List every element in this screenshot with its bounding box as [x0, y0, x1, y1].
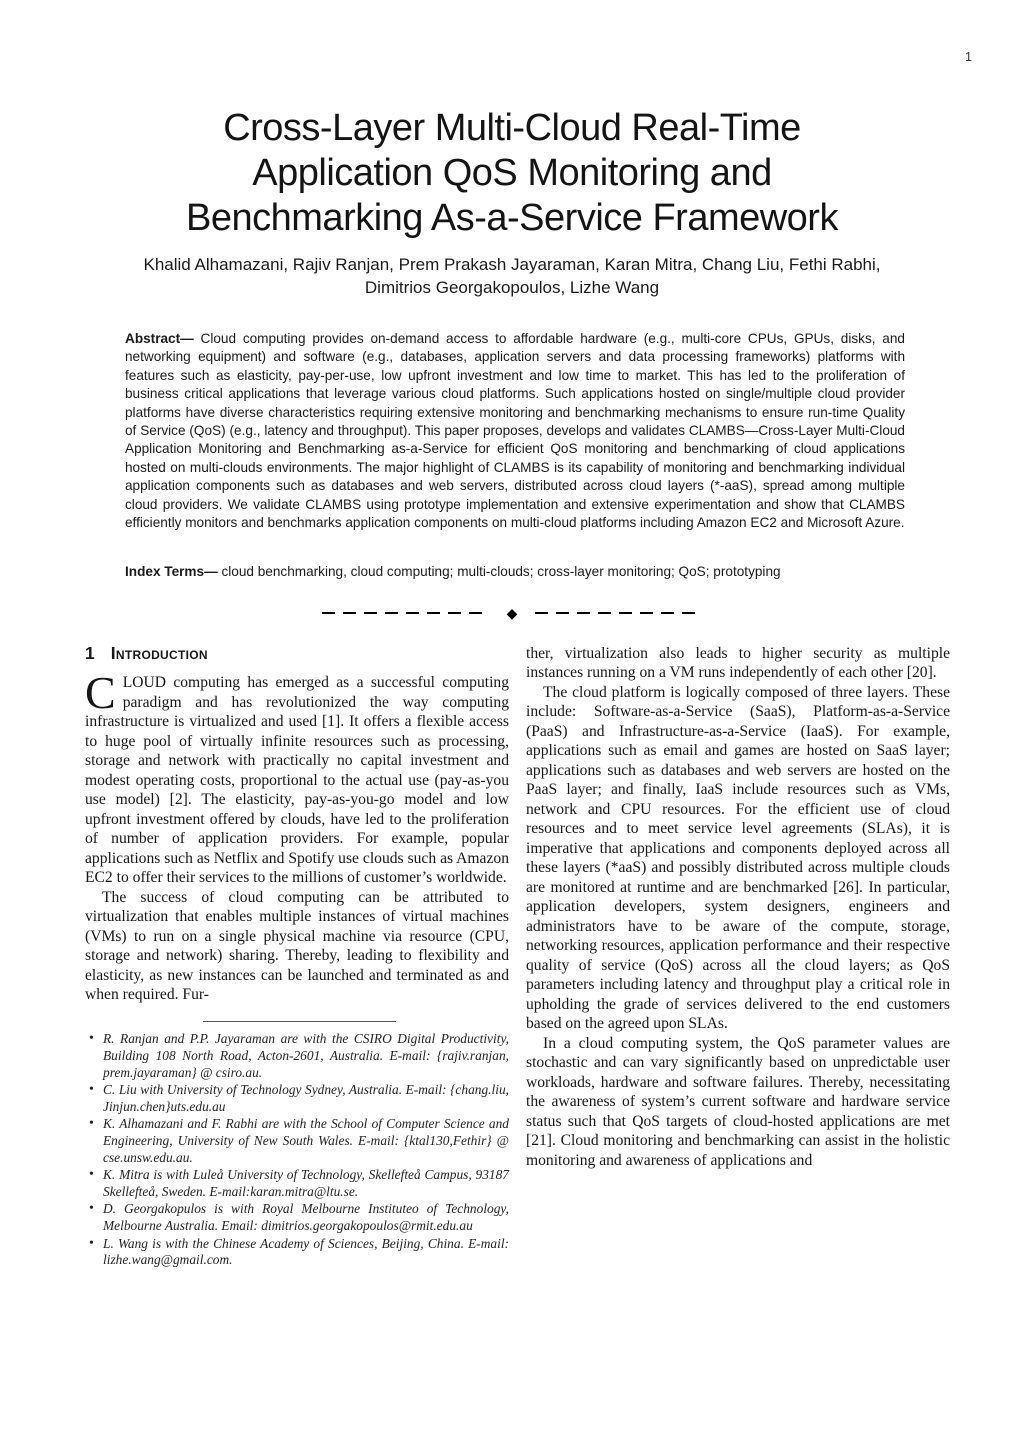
- index-terms: [125, 563, 905, 581]
- footnote-item: • D. Georgakopulos is with Royal Melbourne Instituteo of Technology, Melbourne Australia. Email: dimitrios.georgakopoulos@rmit.edu.au: [103, 1201, 509, 1234]
- footnote-item: • K. Alhamazani and F. Rabhi are with the School of Computer Science and Engineering, University of New South Wales. E-mail: {ktal130,Fethir} @ cse.unsw.edu.au.: [103, 1116, 509, 1166]
- paragraph-continuation: ther, virtualization also leads to higher security as multiple instances running on a VM runs independently of each other [20].: [526, 644, 950, 682]
- index-terms-label: Index Terms—: [125, 564, 218, 580]
- author-line-1: Khalid Alhamazani, Rajiv Ranjan, Prem Prakash Jayaraman, Karan Mitra, Chang Liu, Fethi Rabhi,: [143, 255, 881, 274]
- column-right: [526, 644, 950, 1270]
- paragraph-intro-1-text: LOUD computing has emerged as a successful computing paradigm and has revolutionized the way computing infrastructure is virtualized and used [1]. It offers a flexible access to huge pool of virtually infinite resources such as processing, storage and network with practically no capital investment and modest operating costs, proportional to the actual use (pay-as-you use model) [2]. The elasticity, pay-as-you-go model and low upfront investment offered by clouds, have led to the proliferation of number of application providers. For example, popular applications such as Netflix and Spotify use clouds such as Amazon EC2 to offer their services to the millions of customer’s worldwide.: [85, 674, 509, 887]
- footnote-rule: [203, 1021, 396, 1023]
- footnote-item: • R. Ranjan and P.P. Jayaraman are with the CSIRO Digital Productivity, Building 108 North Road, Acton-2601, Australia. E-mail: {rajiv.ranjan, prem.jayaraman} @ csiro.au.: [103, 1031, 509, 1081]
- section-number: 1: [85, 642, 95, 663]
- author-list: [0, 253, 1024, 299]
- diamond-icon: ◆: [506, 604, 518, 621]
- abstract: [125, 330, 905, 532]
- index-terms-text: cloud benchmarking, cloud computing; multi-clouds; cross-layer monitoring; QoS; prototyping: [217, 564, 781, 580]
- title-line-3: Benchmarking As-a-Service Framework: [186, 197, 838, 239]
- footnotes: [85, 1031, 509, 1268]
- footnote-item: • K. Mitra is with Luleå University of Technology, Skellefteå Campus, 93187 Skellefteå, Sweden. E-mail:karan.mitra@ltu.se.: [103, 1167, 509, 1200]
- paragraph-cloud-platform: The cloud platform is logically composed of three layers. These include: Software-as-a-Service (SaaS), Platform-as-a-Service (PaaS) and Infrastructure-as-a-Service (IaaS). For example, applications such as email and games are hosted on SaaS layer; applications such as databases and web servers are hosted on the PaaS layer; and finally, IaaS include resources such as VMs, network and CPU resources. For the efficient use of cloud resources and to meet service level agreements (SLAs), it is imperative that applications and components deployed across all these layers (*aaS) and possibly distributed across multiple clouds are monitored at runtime and are benchmarked [26]. In particular, application developers, system designers, engineers and administrators have to be aware of the compute, storage, networking resources, application performance and their respective quality of service (QoS) across all the cloud layers; as QoS parameters including latency and throughput play a critical role in upholding the grade of services delivered to the end customers based on the agreed upon SLAs.: [526, 683, 950, 1033]
- author-line-2: Dimitrios Georgakopoulos, Lizhe Wang: [364, 278, 660, 297]
- section-title: Introduction: [110, 642, 208, 663]
- footnote-item: • L. Wang is with the Chinese Academy of Sciences, Beijing, China. E-mail: lizhe.wang@gmail.com.: [103, 1236, 509, 1269]
- page-number: 1: [965, 50, 972, 64]
- section-divider: [322, 606, 702, 620]
- column-left: [85, 644, 509, 1270]
- paragraph-intro-1: [85, 667, 509, 888]
- paper-title: [70, 106, 954, 241]
- paragraph-qos-parameters: In a cloud computing system, the QoS parameter values are stochastic and can vary significantly based on unpredictable user workloads, hardware and software failures. Thereby, necessitating the awareness of system’s current software and hardware service status such that QoS targets of cloud-hosted applications are met [21]. Cloud monitoring and benchmarking can assist in the holistic monitoring and awareness of applications and: [526, 1034, 950, 1169]
- title-line-2: Application QoS Monitoring and: [252, 152, 772, 194]
- paragraph-intro-2: The success of cloud computing can be attributed to virtualization that enables multiple instances of virtual machines (VMs) to run on a single physical machine via resource (CPU, storage and network) sharing. Thereby, leading to flexibility and elasticity, as new instances can be launched and terminated as and when required. Fur-: [85, 888, 509, 1004]
- abstract-label: Abstract—: [125, 331, 194, 346]
- body-columns: [85, 644, 950, 1270]
- divider-dash-right: [535, 612, 702, 614]
- divider-dash-left: [322, 612, 489, 614]
- section-heading: [85, 644, 509, 664]
- title-line-1: Cross-Layer Multi-Cloud Real-Time: [223, 107, 801, 149]
- drop-cap: C: [85, 667, 116, 719]
- footnote-item: • C. Liu with University of Technology Sydney, Australia. E-mail: {chang.liu, Jinjun.chen}uts.edu.au: [103, 1082, 509, 1115]
- abstract-text: Cloud computing provides on-demand access to affordable hardware (e.g., multi-core CPUs, GPUs, disks, and networking equipment) and software (e.g., databases, application servers and data processing frameworks) platforms with features such as elasticity, pay-per-use, low upfront investment and low time to market. This has led to the proliferation of business critical applications that leverage various cloud platforms. Such applications hosted on single/multiple cloud provider platforms have diverse characteristics requiring extensive monitoring and benchmarking mechanisms to ensure run-time Quality of Service (QoS) (e.g., latency and throughput). This paper proposes, develops and validates CLAMBS—Cross-Layer Multi-Cloud Application Monitoring and Benchmarking as-a-Service for efficient QoS monitoring and benchmarking of cloud applications hosted on multi-clouds environments. The major highlight of CLAMBS is its capability of monitoring and benchmarking individual application components such as databases and web servers, distributed across cloud layers (*-aaS), spread among multiple cloud providers. We validate CLAMBS using prototype implementation and extensive experimentation and show that CLAMBS efficiently monitors and benchmarks application components on multi-cloud platforms including Amazon EC2 and Microsoft Azure.: [125, 331, 905, 531]
- footnote-list: [85, 1031, 509, 1268]
